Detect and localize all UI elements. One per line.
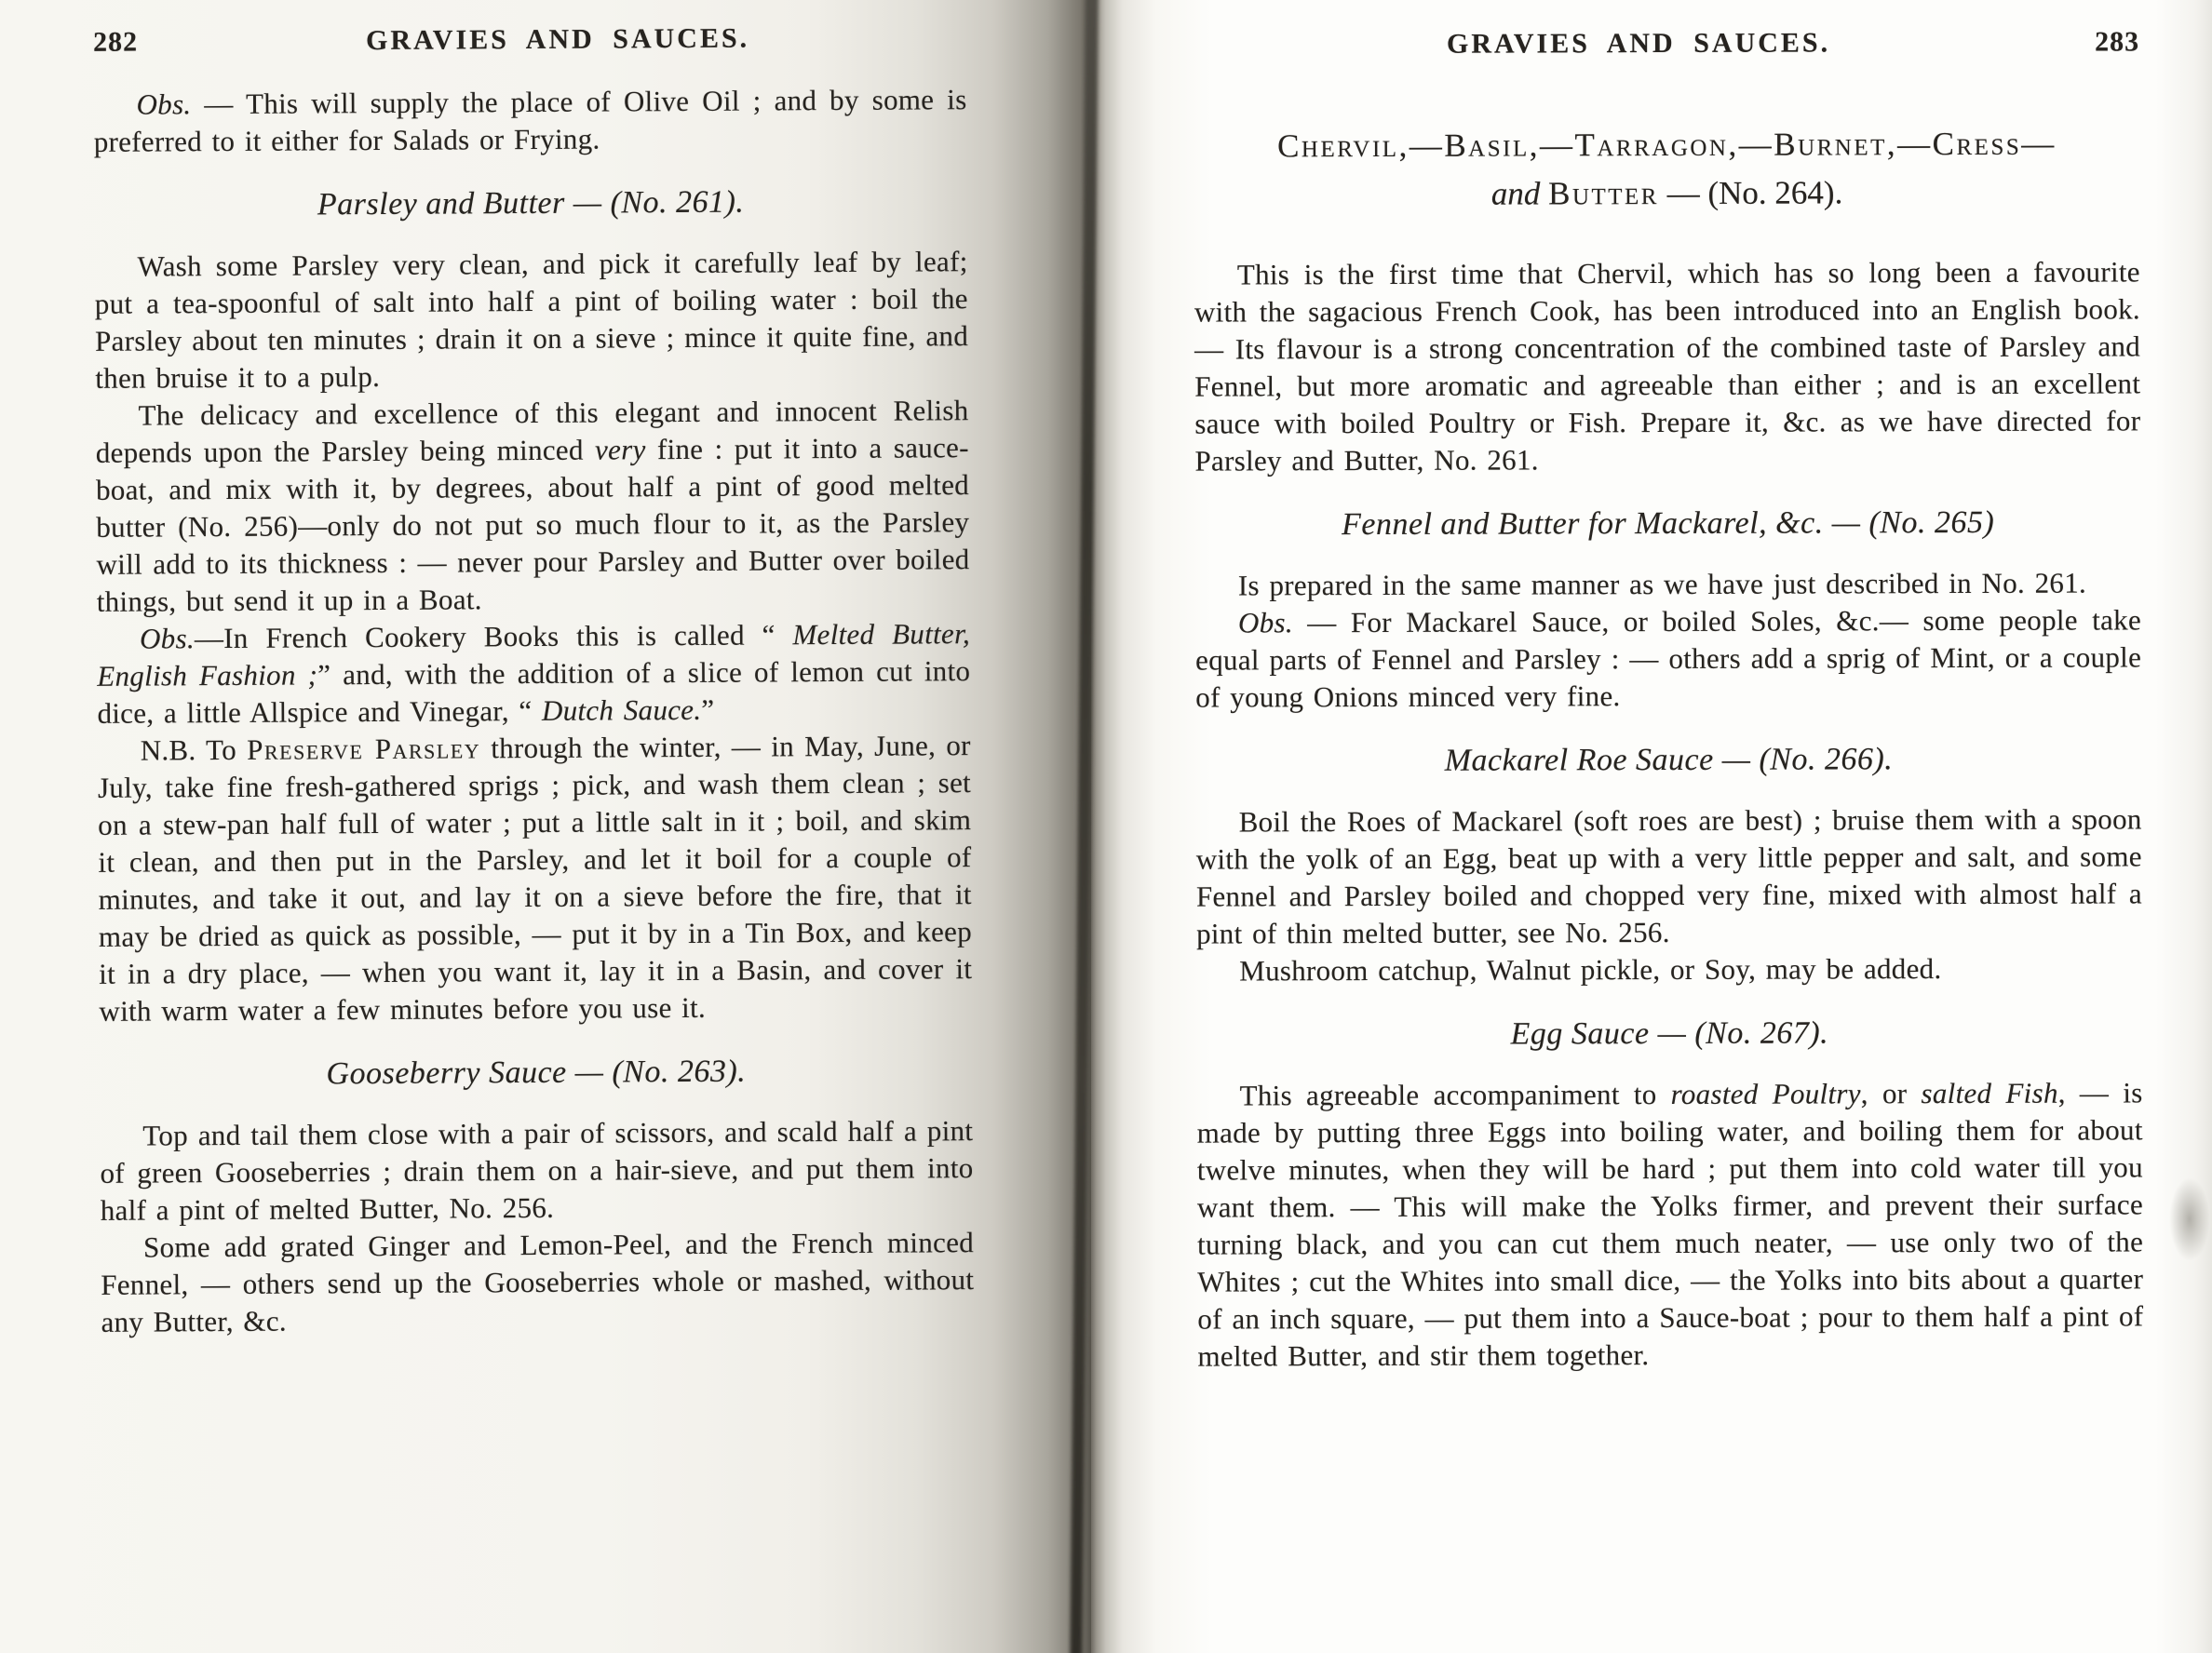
heading-mackarel-roe-sauce: Mackarel Roe Sauce — (No. 266). — [1444, 742, 1894, 778]
paragraph-obs-olive-oil — [93, 81, 966, 161]
obs-label: Obs. — [139, 622, 196, 655]
dutch-sauce-italic: Dutch Sauce. — [541, 692, 702, 727]
and-word-italic: and — [1490, 175, 1549, 212]
egg-text-2: , or — [1860, 1077, 1922, 1110]
obs-label: Obs. — [136, 87, 192, 121]
paragraph-top-and-tail: Top and tail them close with a pair of scissors, and scald half a pint of green Gooseberries ; drain them on a hair-sieve, and put them into half a pint of melted Butter, No. 256. — [100, 1114, 974, 1227]
heading-parsley-and-butter: Parsley and Butter — (No. 261). — [317, 184, 745, 222]
salted-fish-italic: salted Fish — [1921, 1076, 2058, 1110]
page-number-left: 282 — [93, 26, 139, 58]
delicacy-very-italic: very — [594, 433, 646, 466]
paragraph-mushroom-catchup: Mushroom catchup, Walnut pickle, or Soy, may be added. — [1239, 952, 1942, 988]
right-running-header — [1194, 26, 2139, 60]
obs-french-text-1: —In French Cookery Books this is called “ — [194, 618, 793, 655]
paragraph-obs-mackarel-sauce — [1195, 601, 2141, 716]
scan-smudge — [2169, 1177, 2210, 1261]
page-number-right: 283 — [2094, 26, 2140, 58]
chervil-heading-line1: Chervil,—Basil,—Tarragon,—Burnet,—Cress— — [1276, 125, 2057, 165]
delicacy-text-1: The delicacy and excellence of this elegant and innocent Relish depends upon the Parsley being minced — [95, 394, 969, 469]
nb-text-2: through the winter, — in May, June, or July, take fine fresh-gathered sprigs ; pick, and wash them clean ; set on a stew-pan half full of water ; put a little salt in it ; boil, and skim it clean, and then put in the Parsley, and let it boil for a couple of minutes, and take it out, and lay it on a sieve before the fire, that it may be dried as quick as possible, — put it by in a Tin Box, and keep it in a dry place, — when you want it, lay it in a Basin, and cover it with warm water a few minutes before you use it. — [97, 729, 973, 1028]
paragraph-delicacy — [95, 392, 969, 621]
running-head-left: GRAVIES AND SAUCES. — [365, 22, 750, 57]
paragraph-chervil-first-time: This is the first time that Chervil, which has so long been a favourite with the sagacious French Cook, has been introduced into an English book. — Its flavour is a strong concentration of the combined taste of Parsley and Fennel, but more aromatic and agreeable than either ; and is an excellent sauce with boiled Poultry or Fish. Prepare it, &c. as we have directed for Parsley and Butter, No. 261. — [1194, 255, 2141, 477]
heading-fennel-and-butter: Fennel and Butter for Mackarel, &c. — (No. 265) — [1342, 504, 1995, 543]
obs-mackarel-text: — For Mackarel Sauce, or boiled Soles, &c.— some people take equal parts of Fennel and Parsley : — others add a sprig of Mint, or a couple of young Onions minced very fine. — [1195, 603, 2142, 714]
egg-text-3: , — is made by putting three Eggs into boiling water, and boiling them for about twelve minutes, when they will be hard ; put them into cold water till you want them. — This will make the Yolks firmer, and prevent their surface turning black, and you can cut them much neater, — use only two of the Whites ; cut the Whites into small dice, — the Yolks into bits about a quarter of an inch square, — put them into a Sauce-boat ; pour to them half a pint of melted Butter, and stir them together. — [1196, 1076, 2144, 1373]
butter-smallcaps: Butter — [1547, 175, 1660, 212]
running-head-right: GRAVIES AND SAUCES. — [1446, 27, 1831, 60]
chervil-heading-line2 — [1194, 168, 2139, 219]
left-text-column — [93, 21, 975, 1341]
obs-text: — This will supply the place of Olive Oil ; and by some is preferred to it either for Salads or Frying. — [93, 83, 967, 158]
obs-french-closing-quote: ” — [701, 692, 715, 726]
melted-butter-english-fashion-italic: Melted Butter, English Fashion ; — [97, 617, 971, 692]
obs-french-text-2: ” and, with the addition of a slice of lemon cut into dice, a little Allspice and Vinegar, “ — [97, 654, 971, 730]
roasted-poultry-italic: roasted Poultry — [1670, 1077, 1861, 1110]
heading-chervil-basil-tarragon-burnet-cress — [1194, 119, 2139, 219]
paragraph-wash-parsley: Wash some Parsley very clean, and pick it carefully leaf by leaf; put a tea-spoonful of salt into half a pint of boiling water : boil the Parsley about ten minutes ; drain it on a sieve ; mince it quite fine, and then bruise it to a pulp. — [94, 245, 969, 395]
egg-text-1: This agreeable accompaniment to — [1239, 1077, 1671, 1112]
paragraph-egg-sauce — [1197, 1074, 2144, 1375]
paragraph-nb-preserve-parsley — [98, 727, 973, 1030]
heading-egg-sauce: Egg Sauce — (No. 267). — [1510, 1015, 1829, 1052]
paragraph-obs-french-cookery — [97, 615, 971, 732]
obs-label: Obs. — [1237, 606, 1293, 639]
chervil-heading-number: — (No. 264). — [1658, 174, 1843, 212]
paragraph-fennel-prepared: Is prepared in the same manner as we have just described in No. 261. — [1237, 566, 2087, 602]
nb-text-1: N.B. To — [140, 732, 248, 767]
paragraph-boil-roes: Boil the Roes of Mackarel (soft roes are best) ; bruise them with a spoon with the yolk of an Egg, beat up with a very little pepper and salt, and some Fennel and Parsley boiled and chopped very fine, mixed with almost half a pint of thin melted butter, see No. 256. — [1195, 802, 2142, 950]
paragraph-some-add-ginger: Some add grated Ginger and Lemon-Peel, and the French minced Fennel, — others send up the Gooseberries whole or mashed, without any Butter, &c. — [101, 1226, 975, 1338]
delicacy-text-2: fine : put it into a sauce-boat, and mix with it, by degrees, about half a pint of good melted butter (No. 256)—only do not put so much flour to it, as the Parsley will add to its thickness : — never pour Parsley and Butter over boiled things, but send it up in a Boat. — [95, 431, 970, 618]
right-text-column — [1194, 26, 2144, 1375]
left-running-header — [93, 21, 966, 59]
preserve-parsley-smallcaps: Preserve Parsley — [247, 732, 481, 766]
heading-gooseberry-sauce: Gooseberry Sauce — (No. 263). — [326, 1054, 747, 1092]
